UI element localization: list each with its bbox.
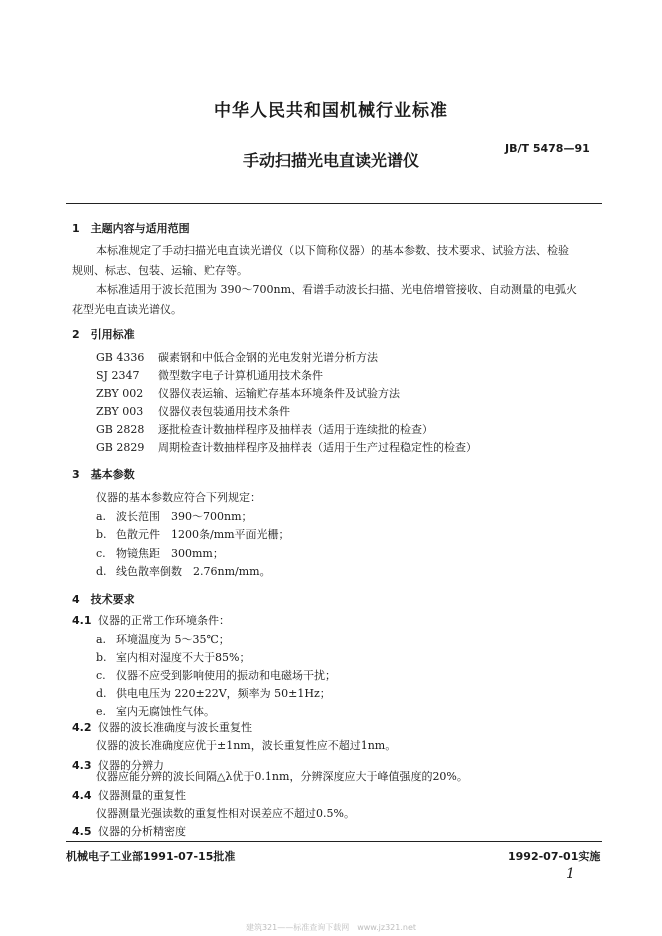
subsection-4-4-text: 仪器测量光强读数的重复性相对误差应不超过0.5%。 xyxy=(96,807,355,820)
environment-item: b. 室内相对湿度不大于85%； xyxy=(96,651,251,664)
subsection-4-2: 4.2 仪器的波长准确度与波长重复性 xyxy=(72,721,252,734)
subsection-4-2-text: 仪器的波长准确度应优于±1nm，波长重复性应不超过1nm。 xyxy=(96,739,397,752)
subsection-4-1: 4.1 仪器的正常工作环境条件： xyxy=(72,614,230,627)
section-4-heading: 4 技术要求 xyxy=(72,593,135,606)
environment-item: a. 环境温度为 5～35℃； xyxy=(96,633,230,646)
reference-item: SJ 2347 微型数字电子计算机通用技术条件 xyxy=(96,369,323,382)
parameter-item: b. 色散元件 1200条/mm平面光栅； xyxy=(96,528,290,541)
subsection-4-3-text: 仪器应能分辨的波长间隔△λ优于0.1nm，分辨深度应大于峰值强度的20%。 xyxy=(96,770,468,783)
subsection-4-3: 4.3 仪器的分辨力 xyxy=(72,759,164,772)
effective-date: 1992-07-01实施 xyxy=(508,850,601,863)
parameter-item: a. 波长范围 390～700nm； xyxy=(96,510,253,523)
section-1-heading: 1 主题内容与适用范围 xyxy=(72,222,190,235)
section-1-paragraph-1-cont: 规则、标志、包装、运输、贮存等。 xyxy=(72,264,248,277)
subsection-4-5: 4.5 仪器的分析精密度 xyxy=(72,825,186,838)
parameter-item: d. 线色散率倒数 2.76nm/mm。 xyxy=(96,565,271,578)
reference-item: ZBY 002 仪器仪表运输、运输贮存基本环境条件及试验方法 xyxy=(96,387,400,400)
environment-item: d. 供电电压为 220±22V，频率为 50±1Hz； xyxy=(96,687,331,700)
section-1-paragraph-2-cont: 花型光电直读光谱仪。 xyxy=(72,303,182,316)
environment-item: c. 仪器不应受到影响使用的振动和电磁场干扰； xyxy=(96,669,336,682)
section-2-heading: 2 引用标准 xyxy=(72,328,135,341)
bottom-rule xyxy=(66,841,602,842)
document-title: 手动扫描光电直读光谱仪 xyxy=(242,151,419,170)
page-number: 1 xyxy=(566,866,575,882)
environment-item: e. 室内无腐蚀性气体。 xyxy=(96,705,215,718)
section-3-heading: 3 基本参数 xyxy=(72,468,135,481)
section-1-paragraph-2: 本标准适用于波长范围为 390～700nm、看谱手动波长扫描、光电倍增管接收、自动测量的电弧火 xyxy=(96,283,578,296)
watermark: 建筑321——标准查询下载网 www.jz321.net xyxy=(245,923,417,932)
subsection-4-4: 4.4 仪器测量的重复性 xyxy=(72,789,186,802)
standard-header: 中华人民共和国机械行业标准 xyxy=(214,101,448,121)
reference-item: GB 4336 碳素钢和中低合金钢的光电发射光谱分析方法 xyxy=(96,351,378,364)
section-1-paragraph-1: 本标准规定了手动扫描光电直读光谱仪（以下简称仪器）的基本参数、技术要求、试验方法、检验 xyxy=(96,244,569,257)
top-rule xyxy=(66,203,602,204)
reference-item: GB 2828 逐批检查计数抽样程序及抽样表（适用于连续批的检查） xyxy=(96,423,433,436)
reference-item: ZBY 003 仪器仪表包装通用技术条件 xyxy=(96,405,290,418)
parameter-item: c. 物镜焦距 300mm； xyxy=(96,547,224,560)
section-3-intro: 仪器的基本参数应符合下列规定： xyxy=(96,491,261,504)
reference-item: GB 2829 周期检查计数抽样程序及抽样表（适用于生产过程稳定性的检查） xyxy=(96,441,477,454)
approval-date: 机械电子工业部1991-07-15批准 xyxy=(66,850,236,863)
standard-number: JB/T 5478—91 xyxy=(505,142,590,155)
